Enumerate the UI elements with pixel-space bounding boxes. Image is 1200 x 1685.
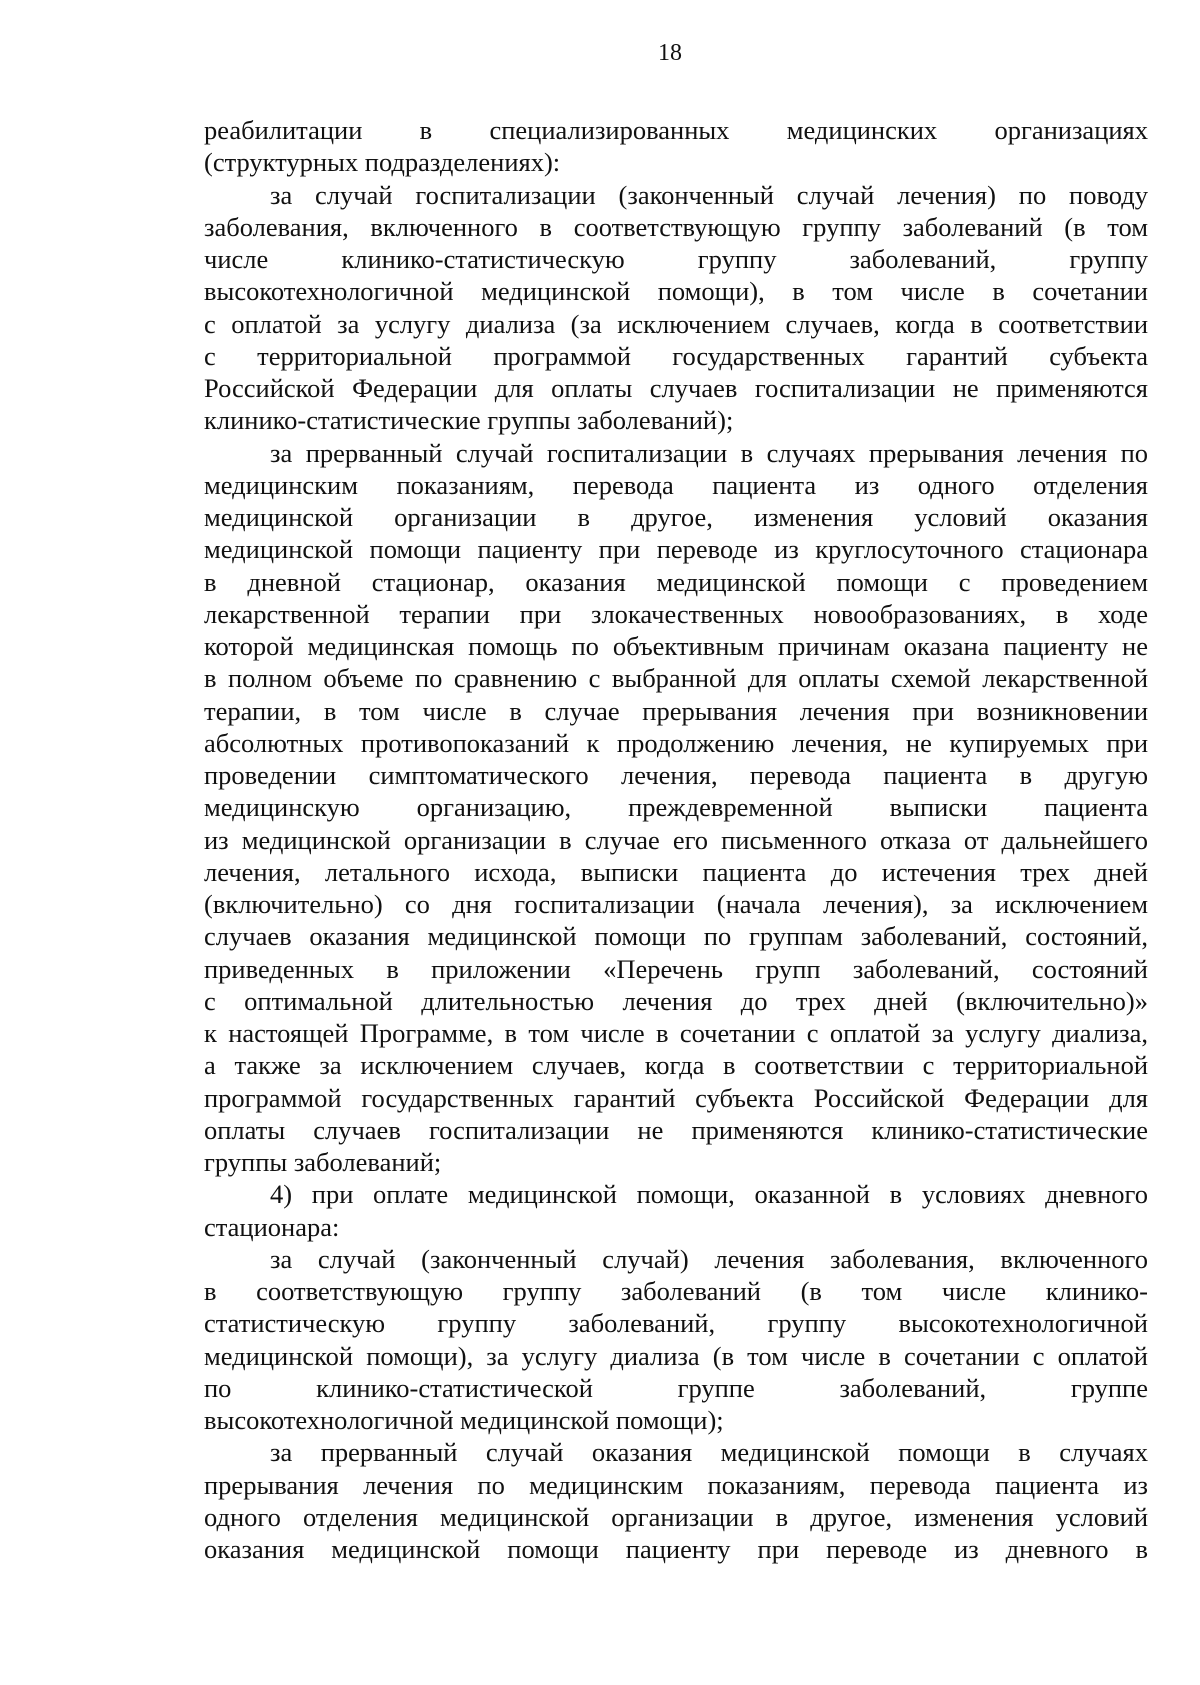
paragraph-line: с территориальной программой государственных гарантий субъекта xyxy=(204,340,1148,371)
paragraph-line: медицинской организации в другое, изменения условий оказания xyxy=(204,502,1148,532)
paragraph-line: к настоящей Программе, в том числе в сочетании с оплатой за услугу диализа, xyxy=(204,1018,1148,1048)
paragraph-line: в дневной стационар, оказания медицинской помощи с проведением xyxy=(204,566,1148,597)
paragraph-line: с оплатой за услугу диализа (за исключением случаев, когда в соответствии xyxy=(204,308,1148,339)
paragraph xyxy=(204,437,1148,1179)
paragraph-line: в полном объеме по сравнению с выбранной для оплаты схемой лекарственной xyxy=(204,663,1148,694)
paragraph-line: случаев оказания медицинской помощи по группам заболеваний, состояний, xyxy=(204,921,1148,952)
paragraph-line: за прерванный случай госпитализации в случаях прерывания лечения по xyxy=(270,437,1148,468)
paragraph xyxy=(204,1178,1148,1243)
paragraph-line: абсолютных противопоказаний к продолжению лечения, не купируемых при xyxy=(204,727,1148,758)
paragraph-line: а также за исключением случаев, когда в соответствии с территориальной xyxy=(204,1050,1148,1081)
paragraph-line: за случай (законченный случай) лечения заболевания, включенного xyxy=(270,1243,1148,1274)
paragraph-line: одного отделения медицинской организации в другое, изменения условий xyxy=(204,1501,1148,1532)
paragraph-line: реабилитации в специализированных медицинских организациях xyxy=(204,115,1148,145)
paragraph-line: оказания медицинской помощи пациенту при переводе из дневного в xyxy=(204,1534,1148,1564)
paragraph-line: высокотехнологичной медицинской помощи), в том числе в сочетании xyxy=(204,276,1148,307)
paragraph-line: высокотехнологичной медицинской помощи); xyxy=(204,1405,724,1435)
paragraph-line: программой государственных гарантий субъекта Российской Федерации для xyxy=(204,1082,1148,1113)
paragraph-line: клинико-статистические группы заболеваний); xyxy=(204,405,734,436)
paragraph-line: приведенных в приложении «Перечень групп заболеваний, состояний xyxy=(204,953,1148,984)
paragraph-line: терапии, в том числе в случае прерывания лечения при возникновении xyxy=(204,695,1148,726)
paragraph-line: статистическую группу заболеваний, группу высокотехнологичной xyxy=(204,1308,1148,1339)
paragraph-line: с оптимальной длительностью лечения до трех дней (включительно)» xyxy=(204,985,1148,1016)
paragraph-line: медицинскую организацию, преждевременной выписки пациента xyxy=(204,792,1148,823)
paragraph-line: лечения, летального исхода, выписки пациента до истечения трех дней xyxy=(204,856,1148,887)
paragraph xyxy=(204,1243,1148,1437)
paragraph-line: медицинской помощи), за услугу диализа (в том числе в сочетании с оплатой xyxy=(204,1340,1148,1371)
paragraph-line: (структурных подразделениях): xyxy=(204,147,561,178)
paragraph-line: стационара: xyxy=(204,1211,340,1242)
paragraph-line: по клинико-статистической группе заболеваний, группе xyxy=(204,1372,1148,1403)
page-number: 18 xyxy=(658,40,682,66)
paragraph-line: оплаты случаев госпитализации не применяются клинико-статистические xyxy=(204,1114,1148,1145)
paragraph xyxy=(204,114,1148,179)
paragraph-line: за прерванный случай оказания медицинской помощи в случаях xyxy=(270,1437,1148,1468)
paragraph-line: из медицинской организации в случае его письменного отказа от дальнейшего xyxy=(204,824,1148,855)
paragraph-line: группы заболеваний; xyxy=(204,1147,442,1177)
paragraph-line: медицинской помощи пациенту при переводе из круглосуточного стационара xyxy=(204,534,1148,565)
paragraph-line: числе клинико-статистическую группу заболеваний, группу xyxy=(204,244,1148,274)
paragraph-line: 4) при оплате медицинской помощи, оказанной в условиях дневного xyxy=(270,1179,1148,1210)
paragraph-line: за случай госпитализации (законченный случай лечения) по поводу xyxy=(270,179,1148,210)
paragraph xyxy=(204,1436,1148,1565)
paragraph-line: в соответствующую группу заболеваний (в том числе клинико- xyxy=(204,1276,1148,1306)
paragraph-line: лекарственной терапии при злокачественных новообразованиях, в ходе xyxy=(204,598,1148,629)
paragraph-line: медицинским показаниям, перевода пациента из одного отделения xyxy=(204,469,1148,500)
paragraph-line: (включительно) со дня госпитализации (начала лечения), за исключением xyxy=(204,889,1148,919)
paragraph-line: которой медицинская помощь по объективным причинам оказана пациенту не xyxy=(204,631,1148,661)
paragraph-line: прерывания лечения по медицинским показаниям, перевода пациента из xyxy=(204,1469,1148,1500)
paragraph-line: проведении симптоматического лечения, перевода пациента в другую xyxy=(204,760,1148,790)
paragraph-line: Российской Федерации для оплаты случаев госпитализации не применяются xyxy=(204,373,1148,403)
body-text xyxy=(204,114,1148,1565)
paragraph xyxy=(204,179,1148,437)
paragraph-line: заболевания, включенного в соответствующую группу заболеваний (в том xyxy=(204,211,1148,242)
